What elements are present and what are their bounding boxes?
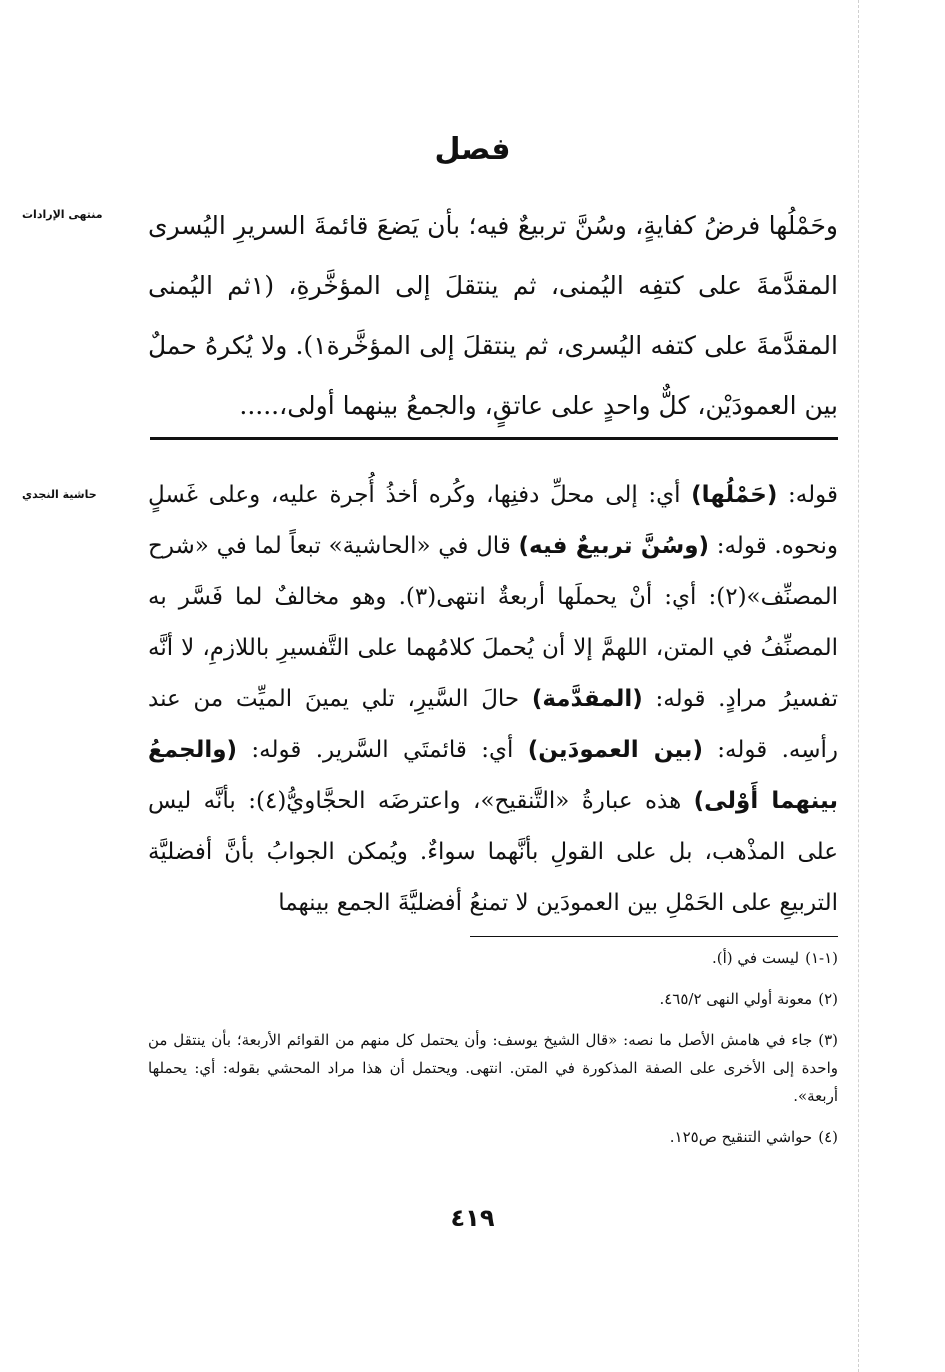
footnote-number: (٤)	[818, 1128, 838, 1146]
commentary-block	[148, 470, 838, 929]
footnote-text: ليست في (أ).	[712, 949, 800, 967]
footnote	[148, 985, 838, 1013]
commentary-quote: (حَمْلُها)	[691, 482, 778, 508]
footnotes	[148, 944, 838, 1164]
footnote-divider	[470, 936, 838, 937]
commentary-segment: هذه عبارةُ «التَّنقيح»، واعترضَه الحجَّاويُّ(٤): بأنَّه ليس على المذْهب، بل على القولِ بأنَّهما سواءٌ. ويُمكن الجوابُ بأنَّ أفضليَّة التربيعِ على الحَمْلِ بين العمودَين لا تمنعُ أفضليَّةَ الجمع بينهما	[148, 788, 838, 916]
main-text-divider	[150, 437, 838, 440]
section-heading: فصل	[434, 132, 511, 167]
scan-edge-line	[858, 0, 859, 1372]
side-label-hashiya-source: حاشية النجدي	[22, 488, 97, 501]
commentary-quote: (المقدَّمة)	[531, 686, 643, 712]
commentary-segment: قوله:	[777, 482, 838, 508]
footnote-number: (٣)	[818, 1031, 838, 1049]
commentary-quote: (بين العمودَين)	[527, 737, 703, 763]
footnote-number: (٢)	[818, 990, 838, 1008]
commentary-text	[148, 470, 838, 929]
footnote	[148, 944, 838, 972]
footnote-text: جاء في هامش الأصل ما نصه: «قال الشيخ يوسف: وأن يحتمل كل منهم من القوائم الأربعة؛ بأن ينتقل من واحدة إلى الأخرى على الصفة المذكورة في المتن. انتهى. ويحتمل أن هذا مراد المحشي بقوله: أي: يحملها أربعة».	[148, 1031, 838, 1105]
footnote	[148, 1123, 838, 1151]
main-text: وحَمْلُها فرضُ كفايةٍ، وسُنَّ تربيعٌ فيه؛ بأن يَضعَ قائمةَ السريرِ اليُسرى المقدَّمةَ على كتفِه اليُمنى، ثم ينتقلَ إلى المؤخَّرةِ، (١ثم اليُمنى المقدَّمةَ على كتفه اليُسرى، ثم ينتقلَ إلى المؤخَّرة١). ولا يُكرهُ حملٌ بين العمودَيْن، كلٌّ واحدٍ على عاتقٍ، والجمعُ بينهما أولى،.....	[148, 211, 838, 420]
footnote-number: (١-١)	[805, 949, 838, 967]
footnote	[148, 1026, 838, 1110]
side-label-matn-source: منتهى الإرادات	[22, 208, 103, 221]
footnote-text: حواشي التنقيح ص١٢٥.	[669, 1128, 813, 1146]
commentary-segment: أي: قائمتَي السَّرير. قوله:	[237, 737, 528, 763]
main-text-block	[148, 196, 838, 436]
commentary-quote: (وسُنَّ تربيعٌ فيه)	[518, 533, 710, 559]
footnote-text: معونة أولي النهى ٤٦٥/٢.	[659, 990, 813, 1008]
commentary-quote: (والجمعُ بينهما أَوْلى)	[148, 737, 838, 814]
commentary-segment: أي: إلى محلِّ دفنِها، وكُره أخذُ أُجرة عليه، وعلى غَسلٍ ونحوه. قوله:	[148, 482, 838, 559]
page-number: ٤١٩	[450, 1204, 495, 1232]
commentary-segment: قال في «الحاشية» تبعاً لما في «شرح المصنِّف»(٢): أي: أنْ يحملَها أربعةٌ انتهى(٣). وهو مخالفٌ لما فَسَّر به المصنِّفُ في المتن، اللهمَّ إلا أن يُحملَ كلامُهما على التَّفسيرِ باللازمِ، لا أنَّه تفسيرُ مرادٍ. قوله:	[148, 533, 838, 712]
commentary-segment: حالَ السَّيرِ، تلي يمينَ الميِّت من عند رأسِه. قوله:	[148, 686, 839, 763]
